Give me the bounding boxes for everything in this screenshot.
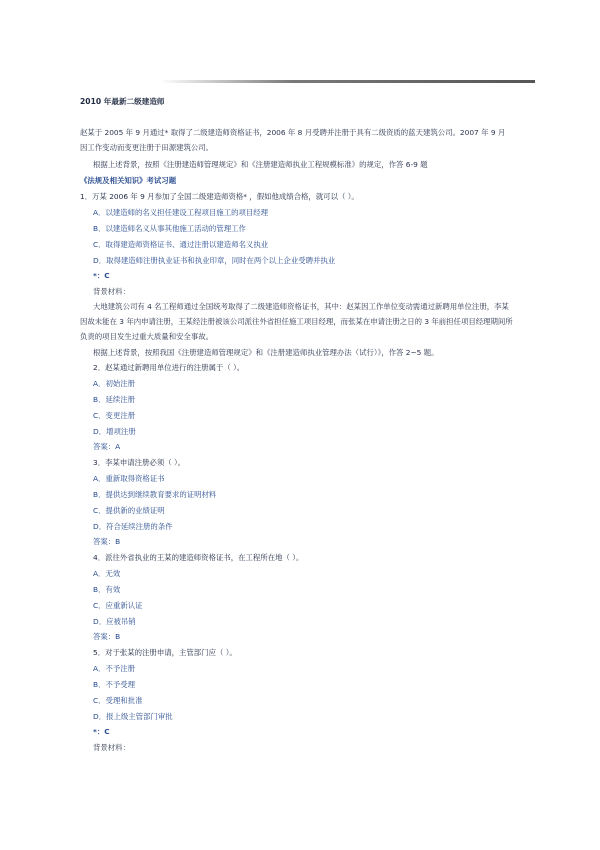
question-1-answer: *：C — [93, 271, 110, 280]
question-3-option-d: D．符合延续注册的条件 — [93, 522, 173, 531]
question-3-stem: 3．李某申请注册必须（ ）。 — [93, 458, 186, 467]
question-2-option-b: B．延续注册 — [93, 395, 136, 404]
intro-line-2: 因工作变动而变更注册于田源建筑公司。 — [80, 143, 214, 152]
material-line-3: 负责的项目发生过重大质量和安全事故。 — [80, 332, 214, 341]
material-line-1: 大地建筑公司有 4 名工程师通过全国统考取得了二级建造师资格证书，其中：赵某因工作单位变动需通过新聘用单位注册，李某 — [93, 302, 509, 311]
document-title: 2010 年最新二级建造师 — [80, 97, 165, 106]
question-1-option-b: B．以建造师名义从事其他施工活动的管理工作 — [93, 224, 246, 233]
question-3-answer: 答案：B — [93, 537, 121, 546]
question-4-stem: 4．派往外省执业的王某的建造师资格证书，在工程所在地（ ）。 — [93, 553, 304, 562]
question-5-option-d: D．报上级主管部门审批 — [93, 712, 173, 721]
question-1-stem: 1．万某 2006 年 9 月参加了全国二级建造师资格* ，假如他成绩合格，就可以（ ）。 — [80, 192, 359, 201]
question-5-option-b: B．不予受理 — [93, 680, 136, 689]
material-line-4: 根据上述背景，按照我国《注册建造师管理规定》和《注册建造师执业管理办法（试行）》，作答 2~5 题。 — [93, 348, 439, 357]
question-5-option-a: A．不予注册 — [93, 664, 136, 673]
question-2-answer: 答案：A — [93, 442, 121, 451]
question-1-option-d: D．取得建造师注册执业证书和执业印章，同时在两个以上企业受聘并执业 — [93, 256, 336, 265]
background-label-2: 背景材料： — [93, 743, 130, 752]
section-heading: 《法规及相关知识》考试习题 — [80, 176, 177, 185]
question-4-option-a: A．无效 — [93, 569, 121, 578]
question-3-option-b: B．提供达到继续教育要求的证明材料 — [93, 490, 217, 499]
question-1-option-c: C．取得建造师资格证书、通过注册以建造师名义执业 — [93, 240, 269, 249]
question-2-option-c: C．变更注册 — [93, 411, 136, 420]
question-2-option-d: D．增项注册 — [93, 427, 136, 436]
question-4-option-c: C．应重新认证 — [93, 601, 143, 610]
question-4-option-b: B．有效 — [93, 585, 121, 594]
background-label-1: 背景材料： — [93, 287, 130, 296]
question-2-stem: 2．赵某通过新聘用单位进行的注册属于（ ）。 — [93, 363, 245, 372]
intro-line-3: 根据上述背景，按照《注册建造师管理规定》和《注册建造师执业工程规模标准》的规定，作答 6-9 题 — [93, 160, 428, 169]
question-4-answer: 答案：B — [93, 632, 121, 641]
question-5-answer: *：C — [93, 727, 110, 736]
header-rule — [160, 80, 535, 83]
question-1-option-a: A．以建造师的名义担任建设工程项目施工的项目经理 — [93, 208, 269, 217]
question-3-option-c: C．提供新的业绩证明 — [93, 506, 165, 515]
question-4-option-d: D．应被吊销 — [93, 617, 136, 626]
material-line-2: 因故未能在 3 年内申请注册，王某经注册被该公司派往外省担任施工项目经理，而张某在申请注册之日的 3 年前担任项目经理期间所 — [80, 317, 513, 326]
question-2-option-a: A．初始注册 — [93, 379, 136, 388]
question-5-option-c: C．受理和批准 — [93, 696, 143, 705]
question-3-option-a: A．重新取得资格证书 — [93, 474, 165, 483]
intro-line-1: 赵某于 2005 年 9 月通过* 取得了二级建造师资格证书，2006 年 8 月受聘并注册于具有二级资质的蓝天建筑公司。2007 年 9 月 — [80, 128, 506, 137]
question-5-stem: 5．对于张某的注册申请，主管部门应（ ）。 — [93, 648, 237, 657]
